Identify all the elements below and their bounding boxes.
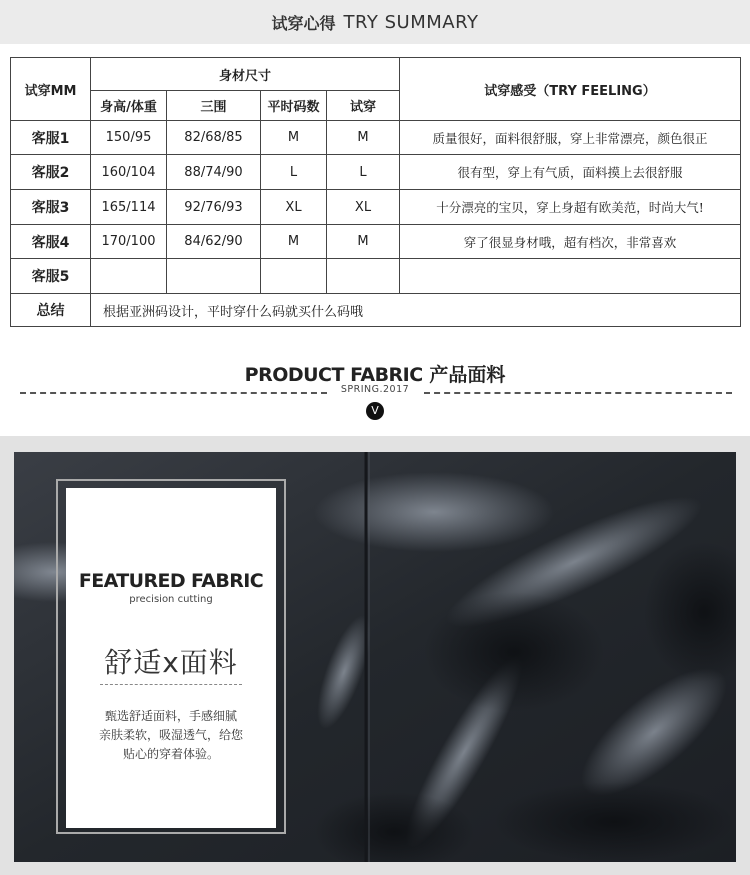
cell-try-size: XL: [327, 190, 400, 225]
cell-usual-size: [261, 259, 327, 294]
season-label: SPRING.2017: [340, 384, 410, 395]
summary-text: 根据亚洲码设计，平时穿什么码就买什么码哦: [91, 294, 741, 327]
cell-try-size: M: [327, 225, 400, 259]
cell-feeling: 很有型，穿上有气质，面料摸上去很舒服: [400, 155, 741, 190]
header-body-size: 身材尺寸: [91, 58, 400, 91]
cell-try-size: L: [327, 155, 400, 190]
fabric-title-cn: 产品面料: [429, 364, 506, 386]
table-row: [11, 225, 741, 259]
table-row: [11, 121, 741, 155]
header-mm: 试穿MM: [11, 58, 91, 121]
card-desc-line: 贴心的穿着体验。: [122, 747, 219, 761]
cell-usual-size: L: [261, 155, 327, 190]
cell-feeling: [400, 259, 741, 294]
card-big-text: 舒适x面料: [104, 646, 238, 679]
cell-try-size: M: [327, 121, 400, 155]
fabric-title-en: PRODUCT FABRIC: [244, 364, 423, 386]
row-name: 客服4: [11, 225, 91, 259]
table-row: [11, 155, 741, 190]
summary-label: 总结: [11, 294, 91, 327]
cell-try-size: [327, 259, 400, 294]
subheader-usual-size: 平时码数: [261, 91, 327, 121]
cell-feeling: 穿了很显身材哦，超有档次，非常喜欢: [400, 225, 741, 259]
header-feeling: 试穿感受（TRY FEELING）: [400, 58, 741, 121]
cell-usual-size: M: [261, 225, 327, 259]
table-row: [11, 190, 741, 225]
card-subheading: precision cutting: [129, 594, 213, 605]
summary-row: [11, 294, 741, 327]
cell-usual-size: M: [261, 121, 327, 155]
chevron-down-icon: V: [366, 402, 384, 420]
row-name: 客服3: [11, 190, 91, 225]
cell-measurements: 82/68/85: [167, 121, 261, 155]
subheader-try-size: 试穿: [327, 91, 400, 121]
row-name: 客服2: [11, 155, 91, 190]
product-fabric-title: [0, 360, 750, 387]
cell-height-weight: [91, 259, 167, 294]
cell-measurements: [167, 259, 261, 294]
featured-fabric-card: [66, 488, 276, 828]
summary-banner: [0, 0, 750, 44]
cell-height-weight: 160/104: [91, 155, 167, 190]
table-row: [11, 259, 741, 294]
cell-measurements: 84/62/90: [167, 225, 261, 259]
cell-measurements: 88/74/90: [167, 155, 261, 190]
card-description: [66, 707, 276, 764]
row-name: 客服5: [11, 259, 91, 294]
try-summary-table: [10, 57, 741, 327]
cell-feeling: 十分漂亮的宝贝，穿上身超有欧美范，时尚大气!: [400, 190, 741, 225]
subheader-height-weight: 身高/体重: [91, 91, 167, 121]
card-heading: FEATURED FABRIC: [78, 570, 264, 592]
subheader-measurements: 三围: [167, 91, 261, 121]
banner-title-en: TRY SUMMARY: [343, 11, 479, 33]
card-desc-line: 甄选舒适面料，手感细腻: [104, 709, 237, 723]
row-name: 客服1: [11, 121, 91, 155]
cell-height-weight: 165/114: [91, 190, 167, 225]
card-divider: [100, 684, 242, 685]
card-desc-line: 亲肤柔软，吸湿透气，给您: [98, 728, 243, 742]
cell-height-weight: 170/100: [91, 225, 167, 259]
cell-height-weight: 150/95: [91, 121, 167, 155]
cell-feeling: 质量很好，面料很舒服，穿上非常漂亮，颜色很正: [400, 121, 741, 155]
cell-usual-size: XL: [261, 190, 327, 225]
cell-measurements: 92/76/93: [167, 190, 261, 225]
banner-title-cn: 试穿心得: [271, 13, 336, 33]
